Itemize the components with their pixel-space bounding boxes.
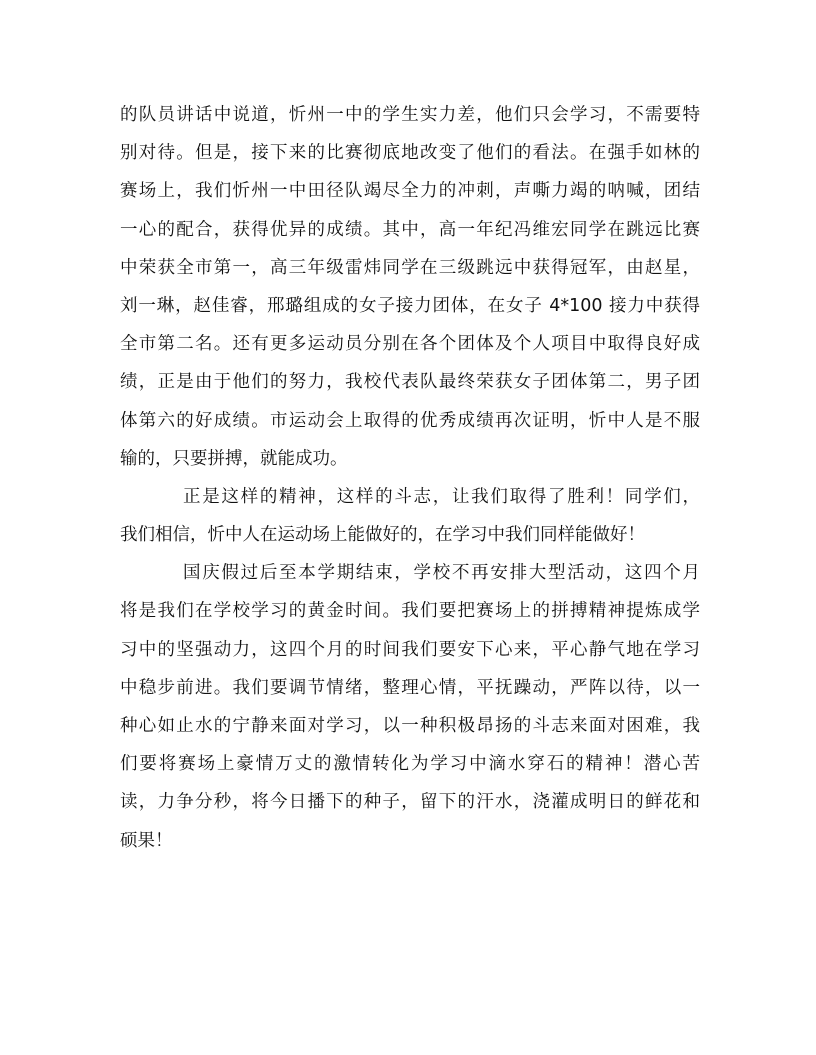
paragraph-line: 中稳步前进。我们要调节情绪，整理心情，平抚躁动，严阵以待，以一 [120, 677, 700, 698]
paragraph-line: 全市第二名。还有更多运动员分别在各个团体及个人项目中取得良好成 [120, 334, 700, 355]
paragraph-line: 赛场上，我们忻州一中田径队竭尽全力的冲刺，声嘶力竭的呐喊，团结 [120, 181, 700, 202]
paragraph-line: 硕果！ [120, 830, 173, 851]
paragraph-line: 习中的坚强动力，这四个月的时间我们要安下心来，平心静气地在学习 [120, 639, 700, 660]
paragraph-line: 我们相信，忻中人在运动场上能做好的，在学习中我们同样能做好！ [120, 525, 645, 546]
paragraph-line: 将是我们在学校学习的黄金时间。我们要把赛场上的拼搏精神提炼成学 [120, 601, 700, 622]
paragraph-line: 输的，只要拼搏，就能成功。 [120, 448, 348, 469]
paragraph-line: 们要将赛场上豪情万丈的激情转化为学习中滴水穿石的精神！潜心苦 [120, 754, 700, 775]
paragraph-line: 种心如止水的宁静来面对学习，以一种积极昂扬的斗志来面对困难，我 [120, 716, 700, 736]
paragraph-line: 中荣获全市第一，高三年级雷炜同学在三级跳远中获得冠军，由赵星， [120, 257, 700, 278]
paragraph-line: 正是这样的精神，这样的斗志，让我们取得了胜利！同学们， [183, 486, 700, 507]
paragraph-line: 体第六的好成绩。市运动会上取得的优秀成绩再次证明，忻中人是不服 [120, 410, 700, 431]
paragraph-line: 绩，正是由于他们的努力，我校代表队最终荣获女子团体第二，男子团 [120, 372, 700, 393]
paragraph-line: 刘一琳，赵佳睿，邢璐组成的女子接力团体，在女子 4*100 接力中获得 [120, 295, 700, 316]
paragraph-line: 别对待。但是，接下来的比赛彻底地改变了他们的看法。在强手如林的 [120, 143, 700, 164]
paragraph-line: 一心的配合，获得优异的成绩。其中，高一年纪冯维宏同学在跳远比赛 [120, 219, 700, 240]
document-body [120, 96, 700, 860]
paragraph-3 [120, 554, 700, 860]
paragraph-line: 的队员讲话中说道，忻州一中的学生实力差，他们只会学习，不需要特 [120, 105, 700, 125]
paragraph-line: 读，力争分秒，将今日播下的种子，留下的汗水，浇灌成明日的鲜花和 [120, 792, 700, 813]
paragraph-line: 国庆假过后至本学期结束，学校不再安排大型活动，这四个月 [183, 563, 700, 584]
paragraph-2 [120, 478, 700, 554]
paragraph-1 [120, 96, 700, 478]
